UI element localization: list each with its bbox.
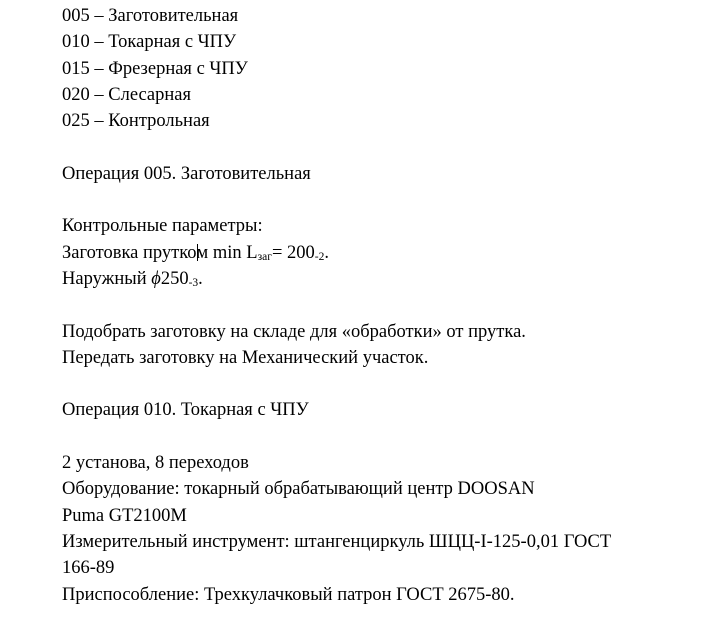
op010-measuring: Измерительный инструмент: штангенциркуль ШЦЦ-I-125-0,01 ГОСТ bbox=[62, 531, 612, 552]
op005-heading: Операция 005. Заготовительная bbox=[62, 163, 311, 184]
op010-heading: Операция 010. Токарная с ЧПУ bbox=[62, 400, 309, 421]
op005-blank-length bbox=[62, 240, 682, 266]
operations-list-item: 020 – Слесарная bbox=[62, 84, 192, 105]
operations-list-item: 025 – Контрольная bbox=[62, 111, 210, 132]
op005-instruction: Подобрать заготовку на складе для «обработки» от прутка. bbox=[62, 321, 526, 342]
op010-setups: 2 установа, 8 переходов bbox=[62, 453, 249, 474]
subscript: заг bbox=[257, 250, 272, 263]
op005-outer-diameter bbox=[62, 266, 682, 292]
spacer bbox=[62, 292, 682, 318]
op010-fixture: Приспособление: Трехкулачковый патрон ГОСТ 2675-80. bbox=[62, 584, 515, 605]
operations-list-item: 015 – Фрезерная с ЧПУ bbox=[62, 58, 248, 79]
text-segment: = 200 bbox=[271, 242, 315, 263]
text-segment: 250 bbox=[160, 268, 189, 289]
document-body bbox=[62, 3, 682, 608]
tolerance-subscript: -3 bbox=[188, 276, 199, 289]
diameter-symbol: ϕ bbox=[151, 268, 161, 289]
text-segment: Наружный bbox=[62, 268, 152, 289]
text-segment: . bbox=[198, 268, 203, 289]
text-segment: . bbox=[324, 242, 329, 263]
op010-measuring-cont: 166-89 bbox=[62, 558, 115, 579]
spacer bbox=[62, 371, 682, 397]
op005-params-label: Контрольные параметры: bbox=[62, 216, 263, 237]
op010-equipment: Оборудование: токарный обрабатывающий центр DOOSAN bbox=[62, 479, 535, 500]
operations-list-item: 005 – Заготовительная bbox=[62, 6, 239, 26]
op010-equipment-cont: Puma GT2100M bbox=[62, 505, 187, 526]
spacer bbox=[62, 187, 682, 213]
tolerance-subscript: -2 bbox=[314, 250, 325, 263]
spacer bbox=[62, 424, 682, 450]
operations-list-item: 010 – Токарная с ЧПУ bbox=[62, 32, 237, 53]
spacer bbox=[62, 134, 682, 160]
op005-instruction: Передать заготовку на Механический участок. bbox=[62, 347, 429, 368]
text-segment: Заготовка прутко bbox=[62, 242, 197, 263]
text-segment: м min L bbox=[196, 242, 258, 263]
